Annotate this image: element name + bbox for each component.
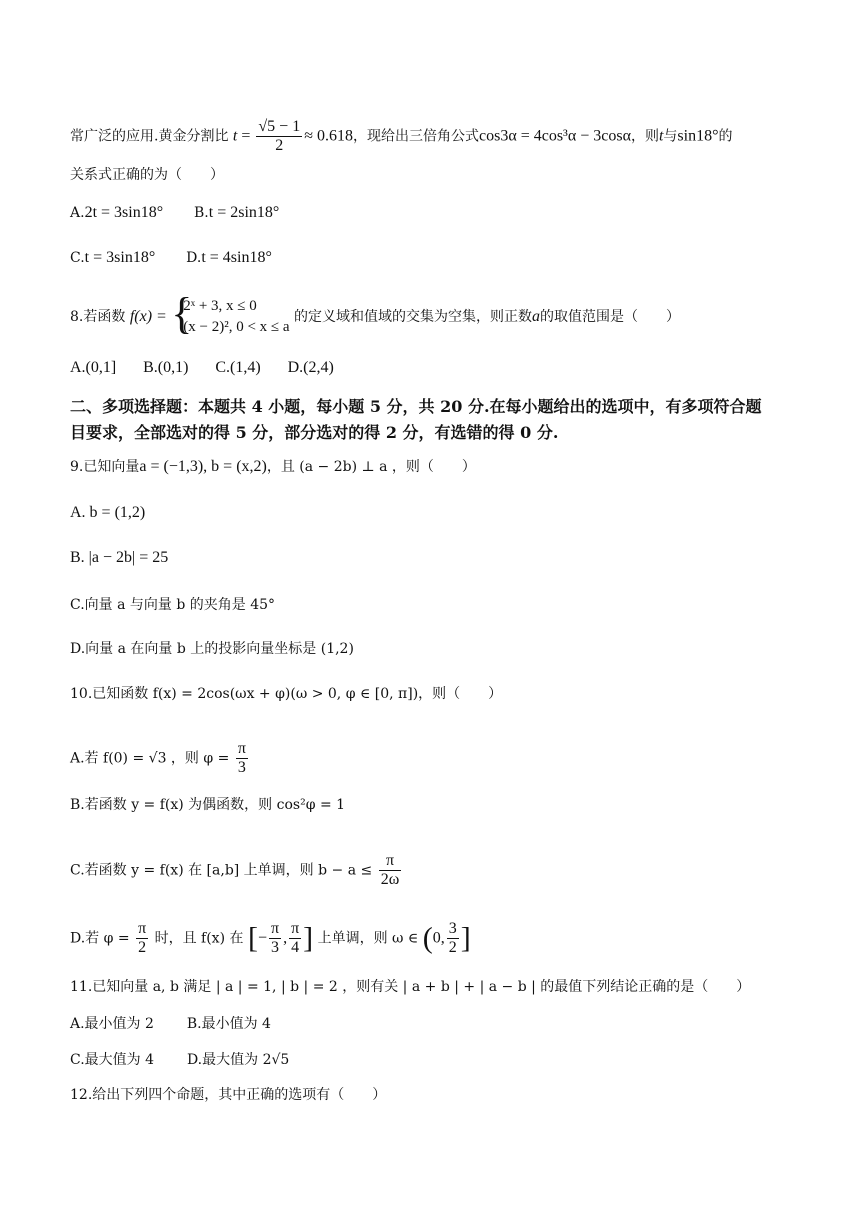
- q8-option-d: D.(2,4): [287, 359, 334, 376]
- q10-option-b: B.若函数 y = f(x) 为偶函数，则 cos²φ = 1: [70, 797, 346, 813]
- section-2-heading: 二、多项选择题：本题共 4 小题，每小题 5 分，共 20 分.在每小题给出的选项中，有多项符合题: [70, 397, 762, 416]
- intro-line-1: 常广泛的应用.黄金分割比 t = $\frac{√5 - 1}{2}$ ≈ 0.618，现给出三倍角公式cos3α = 4cos³α − 3cosα，则t与sin18°的: [70, 118, 733, 154]
- question-8: 8.若函数 f(x) = { 2ˣ + 3, x ≤ 0 (x − 2)², 0 < x ≤ a 的定义域和值域的交集为空集，则正数a的取值范围是（ ）: [70, 289, 681, 338]
- q7-option-b: t = 2sin18°: [208, 204, 280, 221]
- q11-options-ab: [70, 1014, 271, 1034]
- question-11: 11.已知向量 a, b 满足 | a | = 1, | b | = 2 ，则有关 | a + b | + | a − b | 的最值下列结论正确的是（ ）: [70, 979, 751, 995]
- triple-angle-formula: cos3α = 4cos³α − 3cosα: [478, 127, 631, 145]
- q9-option-a: A. b = (1,2): [70, 504, 146, 521]
- q9-option-d: D.向量 a 在向量 b 上的投影向量坐标是 (1,2): [70, 641, 354, 657]
- intro-text: 常广泛的应用.黄金分割比: [70, 128, 229, 145]
- q9-option-b: B. |a − 2b| = 25: [70, 549, 169, 566]
- q11-option-c: C.最大值为 4: [70, 1052, 155, 1068]
- sin18-expr: sin18°: [677, 127, 719, 145]
- golden-ratio-approx: ≈ 0.618: [304, 127, 353, 145]
- question-9: 9.已知向量a = (−1,3), b = (x,2)，且 (a − 2b) ⊥ a ，则（ ）: [70, 458, 476, 475]
- q8-options: [70, 358, 334, 378]
- q8-option-a: A.(0,1]: [70, 359, 117, 376]
- section-2-heading-cont: 目要求，全部选对的得 5 分，部分选对的得 2 分，有选错的得 0 分.: [70, 423, 559, 442]
- golden-ratio-fraction: $\frac{√5 - 1}{2}$: [258, 118, 301, 154]
- question-12: 12.给出下列四个命题，其中正确的选项有（ ）: [70, 1087, 387, 1103]
- q11-option-d: D.最大值为 2√5: [186, 1052, 290, 1068]
- q11-option-a: A.最小值为 2: [70, 1016, 154, 1032]
- q9-vectors: a = (−1,3), b = (x,2): [139, 458, 267, 475]
- q11-options-cd: [70, 1050, 289, 1070]
- question-10: 10.已知函数 f(x) = 2cos(ωx + φ)(ω > 0, φ ∈ [0, π])，则（ ）: [70, 686, 503, 702]
- q7-option-a: 2t = 3sin18°: [84, 204, 164, 221]
- q8-option-c: C.(1,4): [215, 359, 261, 376]
- q7-option-c: t = 3sin18°: [84, 249, 156, 266]
- q10-option-c: C.若函数 y = f(x) 在 [a,b] 上单调，则 b − a ≤ $\frac{\pi}{2\omega}$: [70, 852, 400, 888]
- q11-option-b: B.最小值为 4: [186, 1016, 271, 1032]
- q7-options-cd: C.t = 3sin18° D.t = 4sin18°: [70, 249, 272, 266]
- q8-option-b: B.(0,1): [143, 359, 189, 376]
- piecewise-brace: { 2ˣ + 3, x ≤ 0 (x − 2)², 0 < x ≤ a: [171, 289, 290, 338]
- intro-line-2: 关系式正确的为（ ）: [70, 167, 224, 183]
- q10-option-a: A.若 f(0) = √3 ，则 φ = $\frac{\pi}{3}$: [70, 740, 246, 776]
- q10-option-d: D.若 φ = $\frac{\pi}{2}$ 时，且 f(x) 在 [− $\frac{\pi}{3}$ , $\frac{\pi}{4}$ ] 上单调，则 ω ∈ (0, $\frac{3}{2}$ ]: [70, 920, 471, 956]
- q7-options-ab: A.2t = 3sin18° B.t = 2sin18°: [70, 204, 280, 221]
- q8-function: f(x) =: [129, 308, 167, 325]
- q7-option-d: t = 4sin18°: [201, 249, 272, 266]
- q9-option-c: C.向量 a 与向量 b 的夹角是 45°: [70, 597, 276, 613]
